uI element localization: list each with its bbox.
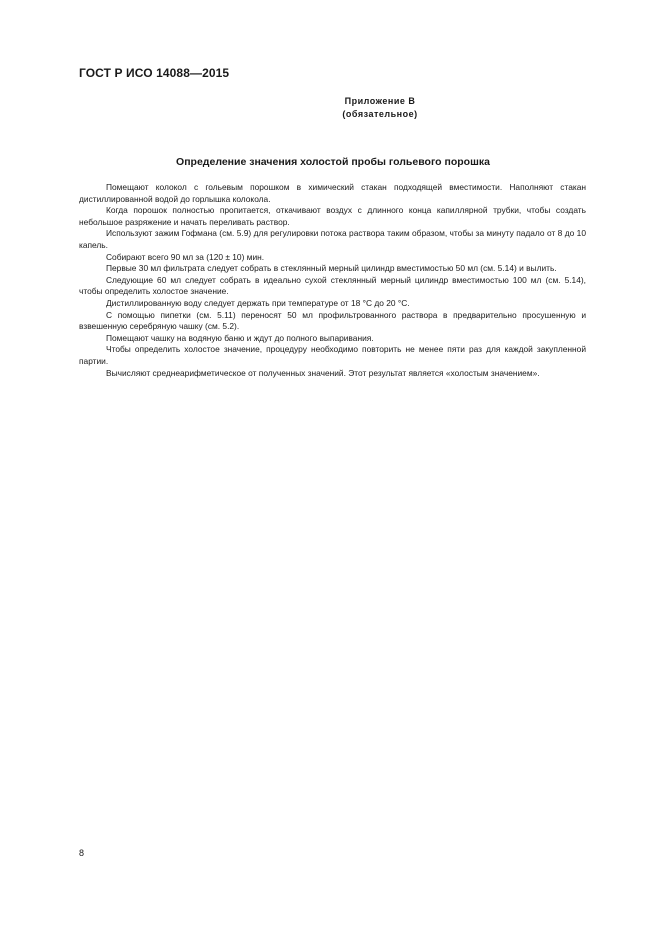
body-text xyxy=(79,182,586,379)
paragraph: Дистиллированную воду следует держать при температуре от 18 °С до 20 °С. xyxy=(106,297,410,308)
standard-code-header: ГОСТ Р ИСО 14088—2015 xyxy=(79,66,230,80)
annex-status: (обязательное) xyxy=(342,109,418,119)
paragraph: Вычисляют среднеарифметическое от полученных значений. Этот результат является «холостым значением». xyxy=(106,367,540,378)
paragraph: Следующие 60 мл следует собрать в идеально сухой стеклянный мерный цилиндр вместимостью 100 мл (см. 5.14), чтобы определить холостое значение. xyxy=(79,274,586,297)
annex-label: Приложение В xyxy=(344,96,416,106)
paragraph: Помещают колокол с гольевым порошком в химический стакан подходящей вместимости. Наполняют стакан дистиллированной водой до горлышка колокола. xyxy=(79,182,586,204)
paragraph: С помощью пипетки (см. 5.11) переносят 50 мл профильтрованного раствора в предварительно просушенную и взвешенную серебряную чашку (см. 5.2). xyxy=(79,309,586,332)
paragraph: Когда порошок полностью пропитается, откачивают воздух с длинного конца капиллярной трубки, чтобы создать небольшое разряжение и начать переливать раствор. xyxy=(79,205,586,227)
annex-heading xyxy=(300,95,460,121)
paragraph: Собирают всего 90 мл за (120 ± 10) мин. xyxy=(106,251,265,262)
paragraph: Используют зажим Гофмана (см. 5.9) для регулировки потока раствора таким образом, чтобы за минуту падало от 8 до 10 капель. xyxy=(79,228,586,250)
paragraph: Чтобы определить холостое значение, процедуру необходимо повторить не менее пяти раз для каждой закупленной партии. xyxy=(79,344,586,366)
section-title: Определение значения холостой пробы гольевого порошка xyxy=(176,156,490,168)
paragraph: Первые 30 мл фильтрата следует собрать в стеклянный мерный цилиндр вместимостью 50 мл (см. 5.14) и вылить. xyxy=(106,263,557,274)
paragraph: Помещают чашку на водяную баню и ждут до полного выпаривания. xyxy=(106,332,374,343)
page-number: 8 xyxy=(79,848,85,858)
